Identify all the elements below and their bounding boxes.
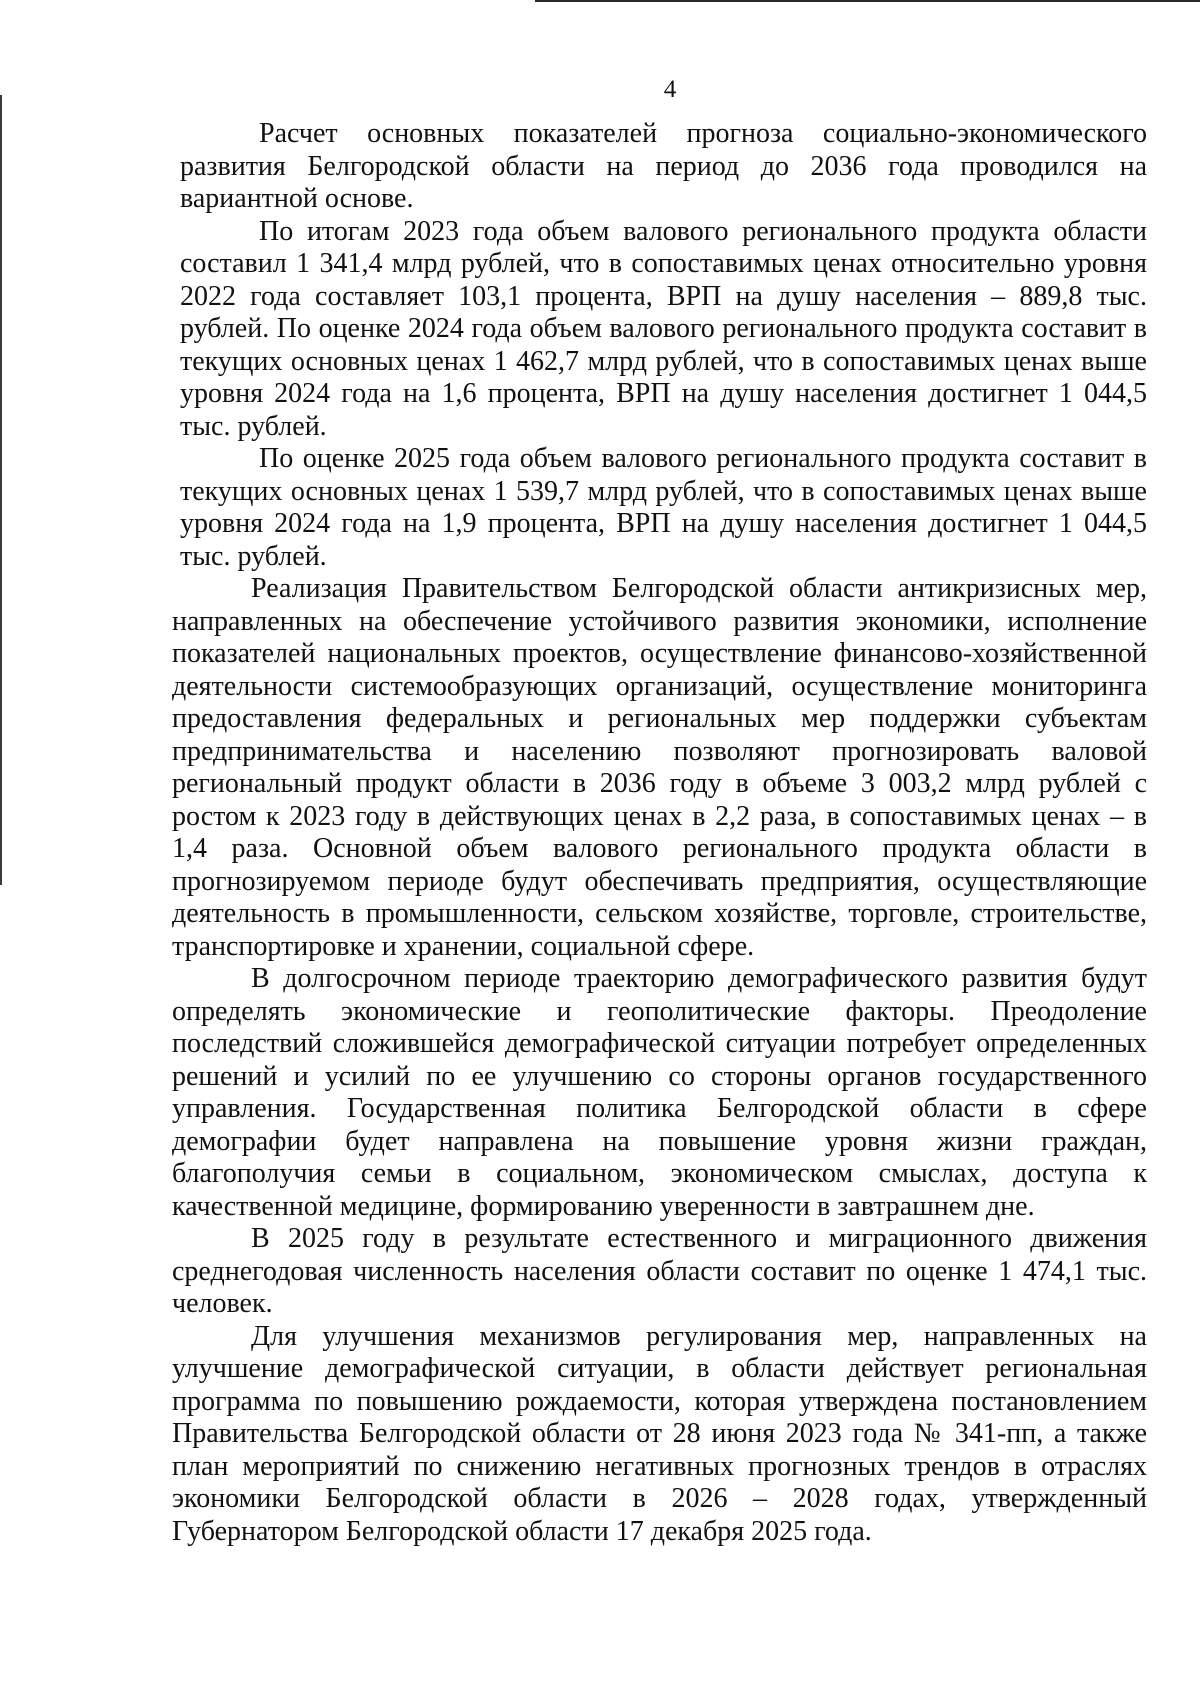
page-number: 4 — [663, 76, 677, 103]
paragraph-grp-forecast-2036: Реализация Правительством Белгородской области антикризисных мер, направленных на обеспечение устойчивого развития экономики, исполнение показателей национальных проектов, осуществление финансово-хозяйственной деятельности системообразующих организаций, осуществление мониторинга предоставления федеральных и региональных мер поддержки субъектам предпринимательства и населению позволяют прогнозировать валовой региональный продукт области в 2036 году в объеме 3 003,2 млрд рублей с ростом к 2023 году в действующих ценах в 2,2 раза, в сопоставимых ценах – в 1,4 раза. Основной объем валового регионального продукта области в прогнозируемом периоде будут обеспечивать предприятия, осуществляющие деятельность в промышленности, сельском хозяйстве, торговле, строительстве, транспортировке и хранении, социальной сфере. — [172, 573, 1147, 962]
scan-edge-line — [535, 0, 1200, 2]
paragraph-demography-policy: В долгосрочном периоде траекторию демографического развития будут определять экономические и геополитические факторы. Преодоление последствий сложившейся демографической ситуации потребует определенных решений и усилий по ее улучшению со стороны органов государственного управления. Государственная политика Белгородской области в сфере демографии будет направлена на повышение уровня жизни граждан, благополучия семьи в социальном, экономическом смыслах, доступа к качественной медицине, формированию уверенности в завтрашнем дне. — [172, 963, 1147, 1222]
scan-margin-mark — [0, 95, 2, 885]
document-body — [172, 118, 1147, 1548]
paragraph-grp-2025: По оценке 2025 года объем валового регионального продукта составит в текущих основных ценах 1 539,7 млрд рублей, что в сопоставимых ценах выше уровня 2024 года на 1,9 процента, ВРП на душу населения достигнет 1 044,5 тыс. рублей. — [180, 443, 1147, 572]
paragraph-forecast-method: Расчет основных показателей прогноза социально-экономического развития Белгородской области на период до 2036 года проводился на вариантной основе. — [180, 118, 1147, 214]
paragraph-population-2025: В 2025 году в результате естественного и миграционного движения среднегодовая численность населения области составит по оценке 1 474,1 тыс. человек. — [172, 1223, 1147, 1319]
paragraph-birth-rate-program: Для улучшения механизмов регулирования мер, направленных на улучшение демографической ситуации, в области действует региональная программа по повышению рождаемости, которая утверждена постановлением Правительства Белгородской области от 28 июня 2023 года № 341-пп, а также план мероприятий по снижению негативных прогнозных трендов в отраслях экономики Белгородской области в 2026 – 2028 годах, утвержденный Губернатором Белгородской области 17 декабря 2025 года. — [172, 1320, 1147, 1547]
paragraph-grp-2023-2024: По итогам 2023 года объем валового регионального продукта области составил 1 341,4 млрд рублей, что в сопоставимых ценах относительно уровня 2022 года составляет 103,1 процента, ВРП на душу населения – 889,8 тыс. рублей. По оценке 2024 года объем валового регионального продукта составит в текущих основных ценах 1 462,7 млрд рублей, что в сопоставимых ценах выше уровня 2024 года на 1,6 процента, ВРП на душу населения достигнет 1 044,5 тыс. рублей. — [180, 215, 1147, 442]
